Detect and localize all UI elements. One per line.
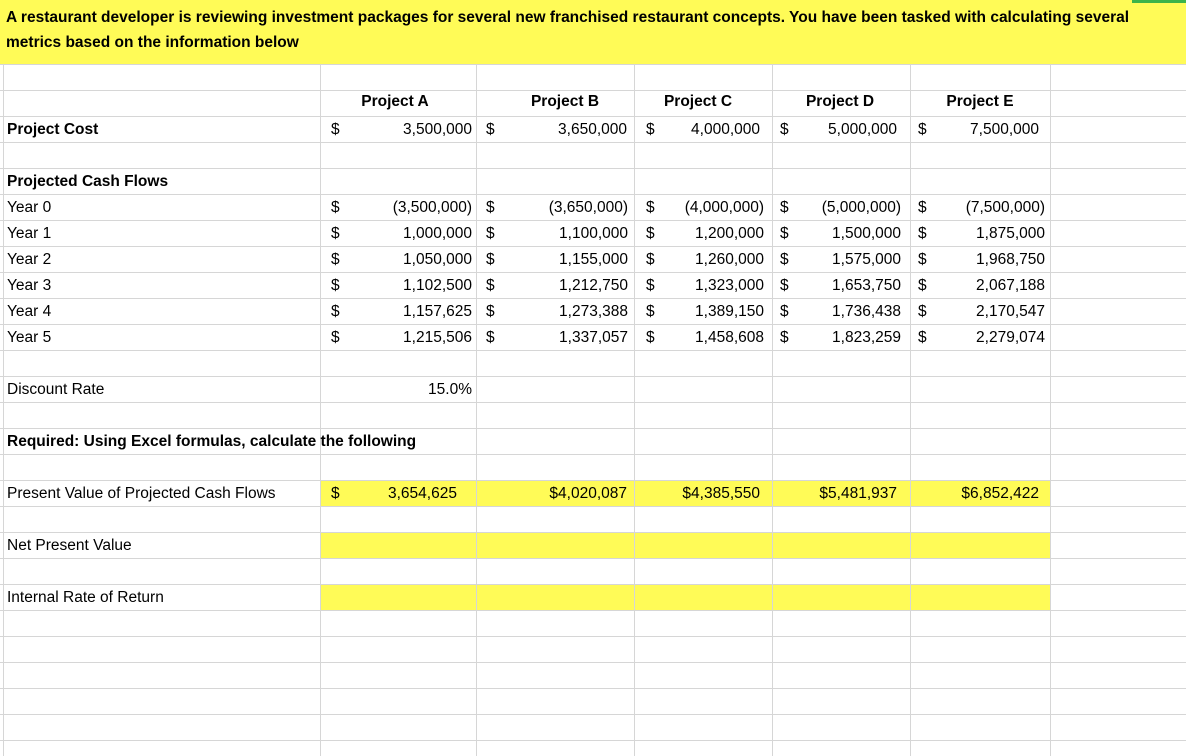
cash-flow-dollar-sign: $ (918, 225, 927, 242)
cash-flow-dollar-sign: $ (331, 251, 340, 268)
cost-value-c: 4,000,000 (691, 121, 760, 138)
cash-flow-value[interactable]: (4,000,000) (684, 199, 764, 216)
cash-flow-value[interactable]: 1,823,259 (832, 329, 901, 346)
row-gridline (0, 532, 1186, 533)
cash-flow-value[interactable]: 1,323,000 (695, 277, 764, 294)
row-gridline (0, 168, 1186, 169)
col-header-project-b: Project B (530, 93, 600, 110)
irr-input-range[interactable] (320, 584, 1050, 610)
pv-value-e[interactable]: $6,852,422 (961, 485, 1039, 502)
row-gridline (0, 454, 1186, 455)
col-header-project-e: Project E (946, 93, 1014, 110)
cash-flow-dollar-sign: $ (646, 251, 655, 268)
cash-flow-dollar-sign: $ (780, 329, 789, 346)
row-gridline (0, 584, 1186, 585)
pv-value-b[interactable]: $4,020,087 (549, 485, 627, 502)
cash-flow-dollar-sign: $ (486, 199, 495, 216)
cost-value-e: 7,500,000 (970, 121, 1039, 138)
npv-input-range[interactable] (320, 532, 1050, 558)
cash-flow-value[interactable]: 1,736,438 (832, 303, 901, 320)
column-gridline (320, 64, 321, 756)
row-gridline (0, 714, 1186, 715)
cash-flow-value[interactable]: (5,000,000) (821, 199, 901, 216)
cash-flow-dollar-sign: $ (780, 303, 789, 320)
cash-flow-value[interactable]: 2,067,188 (976, 277, 1045, 294)
cash-flow-value[interactable]: 1,050,000 (403, 251, 472, 268)
cash-flow-dollar-sign: $ (486, 303, 495, 320)
cash-flow-value[interactable]: 1,968,750 (976, 251, 1045, 268)
row-gridline (0, 350, 1186, 351)
cash-flow-dollar-sign: $ (780, 277, 789, 294)
cash-flow-dollar-sign: $ (646, 199, 655, 216)
year-label: Year 5 (7, 329, 52, 346)
row-gridline (0, 324, 1186, 325)
year-label: Year 2 (7, 251, 52, 268)
cash-flow-dollar-sign: $ (918, 303, 927, 320)
column-gridline (1050, 64, 1051, 756)
project-cost-label: Project Cost (7, 121, 99, 138)
column-gridline (634, 64, 635, 756)
year-label: Year 4 (7, 303, 52, 320)
cash-flow-value[interactable]: 1,875,000 (976, 225, 1045, 242)
row-gridline (0, 662, 1186, 663)
cash-flow-dollar-sign: $ (918, 277, 927, 294)
cash-flow-value[interactable]: 2,279,074 (976, 329, 1045, 346)
cash-flow-dollar-sign: $ (486, 251, 495, 268)
discount-rate-label: Discount Rate (7, 381, 105, 398)
row-gridline (0, 194, 1186, 195)
pv-label: Present Value of Projected Cash Flows (7, 485, 276, 502)
row-gridline (0, 116, 1186, 117)
row-gridline (0, 220, 1186, 221)
row-gridline (0, 480, 1186, 481)
cash-flow-value[interactable]: 1,500,000 (832, 225, 901, 242)
cash-flow-value[interactable]: 1,155,000 (559, 251, 628, 268)
cash-flow-value[interactable]: 1,100,000 (559, 225, 628, 242)
pv-value-c[interactable]: $4,385,550 (682, 485, 760, 502)
row-gridline (0, 740, 1186, 741)
cash-flow-dollar-sign: $ (918, 251, 927, 268)
cash-flow-dollar-sign: $ (780, 251, 789, 268)
cash-flow-value[interactable]: 1,653,750 (832, 277, 901, 294)
row-gridline (0, 272, 1186, 273)
col-header-project-c: Project C (663, 93, 733, 110)
row-gridline (0, 90, 1186, 91)
cost-value-d: 5,000,000 (828, 121, 897, 138)
row-gridline (0, 64, 1186, 65)
cash-flow-value[interactable]: (3,650,000) (548, 199, 628, 216)
cash-flow-dollar-sign: $ (486, 225, 495, 242)
selection-indicator (1132, 0, 1186, 3)
cost-dollar-b: $ (486, 121, 495, 138)
cash-flow-dollar-sign: $ (486, 329, 495, 346)
column-gridline (910, 64, 911, 756)
pv-dollar-a: $ (331, 485, 340, 502)
cash-flow-value[interactable]: 1,575,000 (832, 251, 901, 268)
cash-flow-dollar-sign: $ (780, 199, 789, 216)
cash-flow-dollar-sign: $ (646, 303, 655, 320)
cash-flow-dollar-sign: $ (331, 277, 340, 294)
cash-flow-value[interactable]: 1,212,750 (559, 277, 628, 294)
cash-flow-dollar-sign: $ (331, 329, 340, 346)
cash-flow-value[interactable]: (3,500,000) (392, 199, 472, 216)
cash-flow-dollar-sign: $ (331, 225, 340, 242)
cash-flow-value[interactable]: 1,260,000 (695, 251, 764, 268)
row-gridline (0, 142, 1186, 143)
cash-flow-dollar-sign: $ (646, 329, 655, 346)
year-label: Year 3 (7, 277, 52, 294)
cash-flow-dollar-sign: $ (780, 225, 789, 242)
cost-dollar-e: $ (918, 121, 927, 138)
cash-flow-dollar-sign: $ (331, 199, 340, 216)
cash-flow-dollar-sign: $ (486, 277, 495, 294)
cash-flow-dollar-sign: $ (646, 277, 655, 294)
cash-flow-value[interactable]: 1,157,625 (403, 303, 472, 320)
cash-flow-value[interactable]: 1,458,608 (695, 329, 764, 346)
cash-flow-value[interactable]: 1,389,150 (695, 303, 764, 320)
cost-dollar-c: $ (646, 121, 655, 138)
column-gridline (3, 64, 4, 756)
npv-label: Net Present Value (7, 537, 132, 554)
cash-flow-dollar-sign: $ (918, 199, 927, 216)
discount-rate-value[interactable]: 15.0% (428, 381, 472, 398)
row-gridline (0, 246, 1186, 247)
pv-value-a[interactable]: 3,654,625 (388, 485, 457, 502)
year-label: Year 1 (7, 225, 52, 242)
row-gridline (0, 558, 1186, 559)
row-gridline (0, 376, 1186, 377)
row-gridline (0, 428, 1186, 429)
cash-flow-value[interactable]: 1,273,388 (559, 303, 628, 320)
cost-value-a: 3,500,000 (403, 121, 472, 138)
cash-flow-value[interactable]: 1,000,000 (403, 225, 472, 242)
cash-flow-value[interactable]: 2,170,547 (976, 303, 1045, 320)
row-gridline (0, 402, 1186, 403)
col-header-project-d: Project D (805, 93, 875, 110)
cost-value-b: 3,650,000 (558, 121, 627, 138)
cash-flow-value[interactable]: 1,337,057 (559, 329, 628, 346)
required-instructions: Required: Using Excel formulas, calculate the following (7, 433, 417, 450)
assignment-title: A restaurant developer is reviewing investment packages for several new franchised restaurant concepts. You have been tasked with calculating several metrics based on the information below (6, 9, 1130, 51)
irr-label: Internal Rate of Return (7, 589, 164, 606)
row-gridline (0, 610, 1186, 611)
cash-flow-value[interactable]: (7,500,000) (965, 199, 1045, 216)
cash-flow-dollar-sign: $ (918, 329, 927, 346)
cash-flow-value[interactable]: 1,200,000 (695, 225, 764, 242)
col-header-project-a: Project A (361, 93, 429, 110)
pv-value-d[interactable]: $5,481,937 (819, 485, 897, 502)
cash-flows-heading: Projected Cash Flows (7, 173, 169, 190)
row-gridline (0, 298, 1186, 299)
row-gridline (0, 506, 1186, 507)
cash-flow-dollar-sign: $ (646, 225, 655, 242)
year-label: Year 0 (7, 199, 52, 216)
row-gridline (0, 636, 1186, 637)
cash-flow-dollar-sign: $ (331, 303, 340, 320)
cash-flow-value[interactable]: 1,102,500 (403, 277, 472, 294)
column-gridline (476, 64, 477, 756)
cost-dollar-a: $ (331, 121, 340, 138)
row-gridline (0, 688, 1186, 689)
cost-dollar-d: $ (780, 121, 789, 138)
column-gridline (772, 64, 773, 756)
cash-flow-value[interactable]: 1,215,506 (403, 329, 472, 346)
